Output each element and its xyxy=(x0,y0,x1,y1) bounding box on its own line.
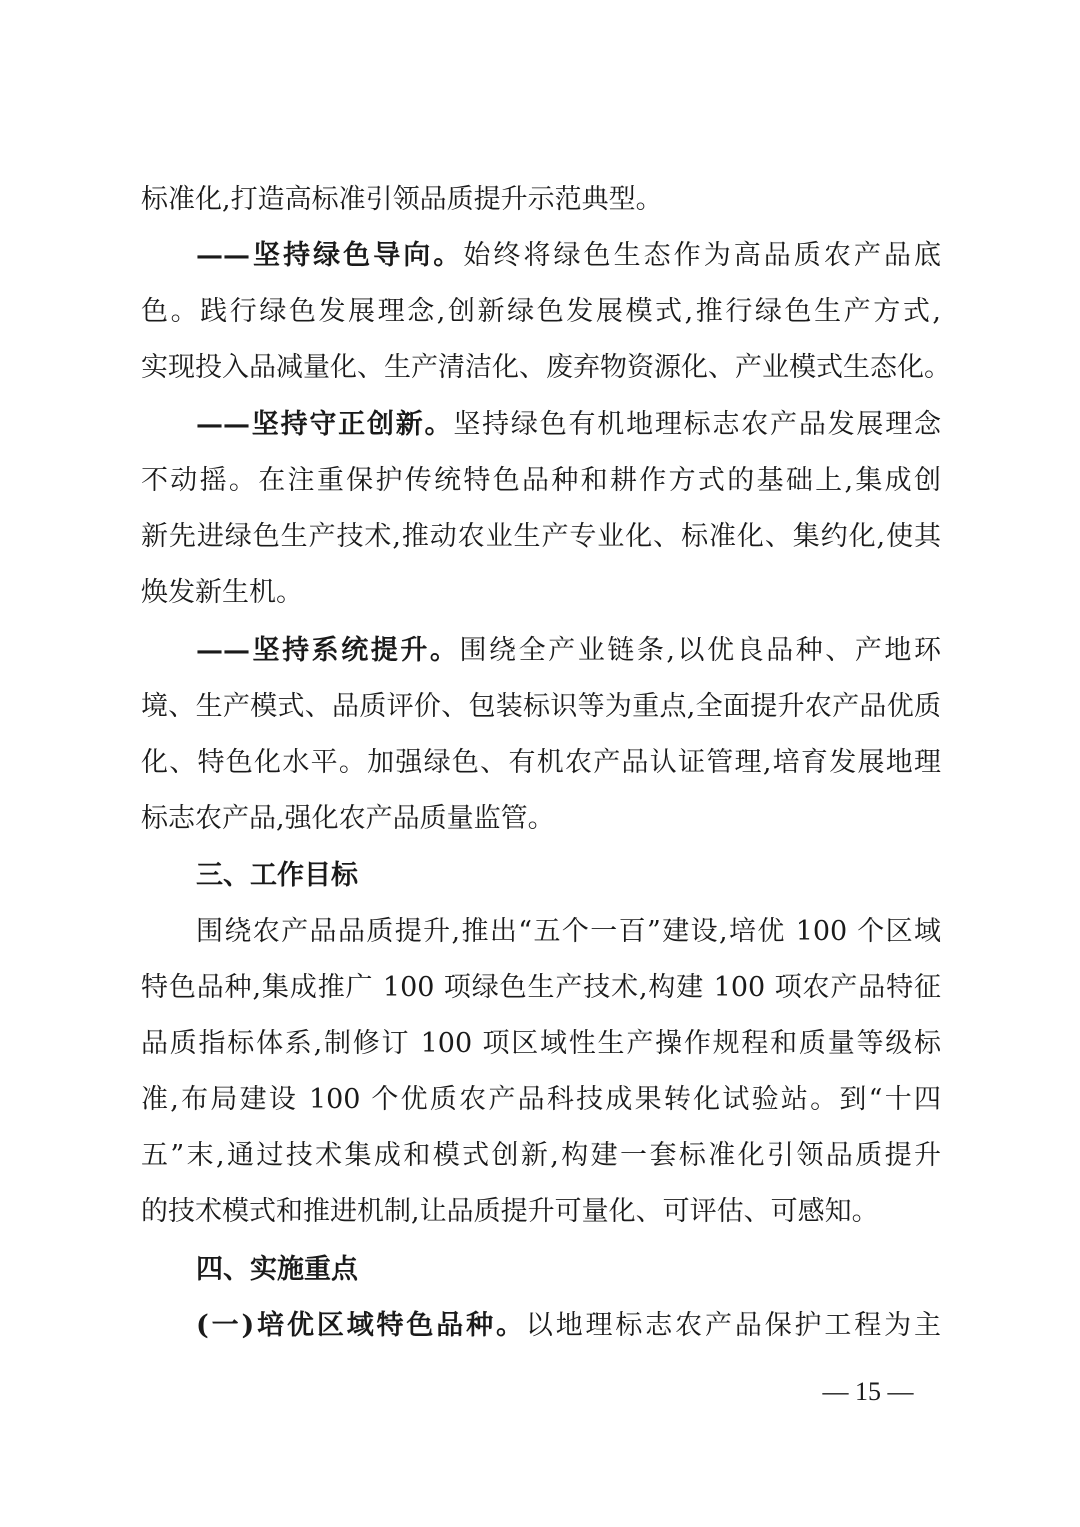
paragraph-line: 准,布局建设 100 个优质农产品科技成果转化试验站。到“十四 xyxy=(141,1084,941,1115)
paragraph-first-line: 围绕农产品品质提升,推出“五个一百”建设,培优 100 个区域 xyxy=(196,916,941,947)
paragraph-line: 品质指标体系,制修订 100 项区域性生产操作规程和质量等级标 xyxy=(141,1028,941,1059)
section-heading: 三、工作目标 xyxy=(196,860,358,891)
paragraph-text: 以地理标志农产品保护工程为主 xyxy=(525,1310,941,1341)
page-number: — 15 — xyxy=(822,1377,914,1406)
paragraph-text: 坚持绿色有机地理标志农产品发展理念 xyxy=(453,409,942,440)
paragraph-line: 的技术模式和推进机制,让品质提升可量化、可评估、可感知。 xyxy=(141,1196,879,1227)
paragraph-text: 围绕全产业链条,以优良品种、产地环 xyxy=(459,635,941,666)
paragraph-lead-bold: ——坚持系统提升。 xyxy=(196,635,460,666)
paragraph-lead-bold: ——坚持绿色导向。 xyxy=(196,240,464,271)
paragraph-line: 实现投入品减量化、生产清洁化、废弃物资源化、产业模式生态化。 xyxy=(141,352,951,383)
paragraph-line: 不动摇。在注重保护传统特色品种和耕作方式的基础上,集成创 xyxy=(141,465,941,496)
paragraph-first-line xyxy=(196,236,941,276)
paragraph-line: 焕发新生机。 xyxy=(141,577,303,608)
paragraph-line: 标准化,打造高标准引领品质提升示范典型。 xyxy=(141,184,663,215)
paragraph-lead-bold: ——坚持守正创新。 xyxy=(196,409,454,440)
paragraph-line: 五”末,通过技术集成和模式创新,构建一套标准化引领品质提升 xyxy=(141,1140,941,1171)
paragraph-line: 境、生产模式、品质评价、包装标识等为重点,全面提升农产品优质 xyxy=(141,691,941,722)
paragraph-line: 特色品种,集成推广 100 项绿色生产技术,构建 100 项农产品特征 xyxy=(141,972,941,1003)
paragraph-text: 始终将绿色生态作为高品质农产品底 xyxy=(463,240,942,271)
section-heading: 四、实施重点 xyxy=(196,1254,358,1285)
paragraph-line: 新先进绿色生产技术,推动农业生产专业化、标准化、集约化,使其 xyxy=(141,521,941,552)
paragraph-line: 标志农产品,强化农产品质量监管。 xyxy=(141,803,555,834)
paragraph-line: 色。践行绿色发展理念,创新绿色发展模式,推行绿色生产方式, xyxy=(141,296,941,327)
paragraph-line: 化、特色化水平。加强绿色、有机农产品认证管理,培育发展地理 xyxy=(141,747,941,778)
paragraph-lead-bold: (一)培优区域特色品种。 xyxy=(196,1310,526,1341)
paragraph-first-line xyxy=(196,631,941,671)
paragraph-first-line xyxy=(196,405,941,445)
paragraph-first-line xyxy=(196,1306,941,1346)
